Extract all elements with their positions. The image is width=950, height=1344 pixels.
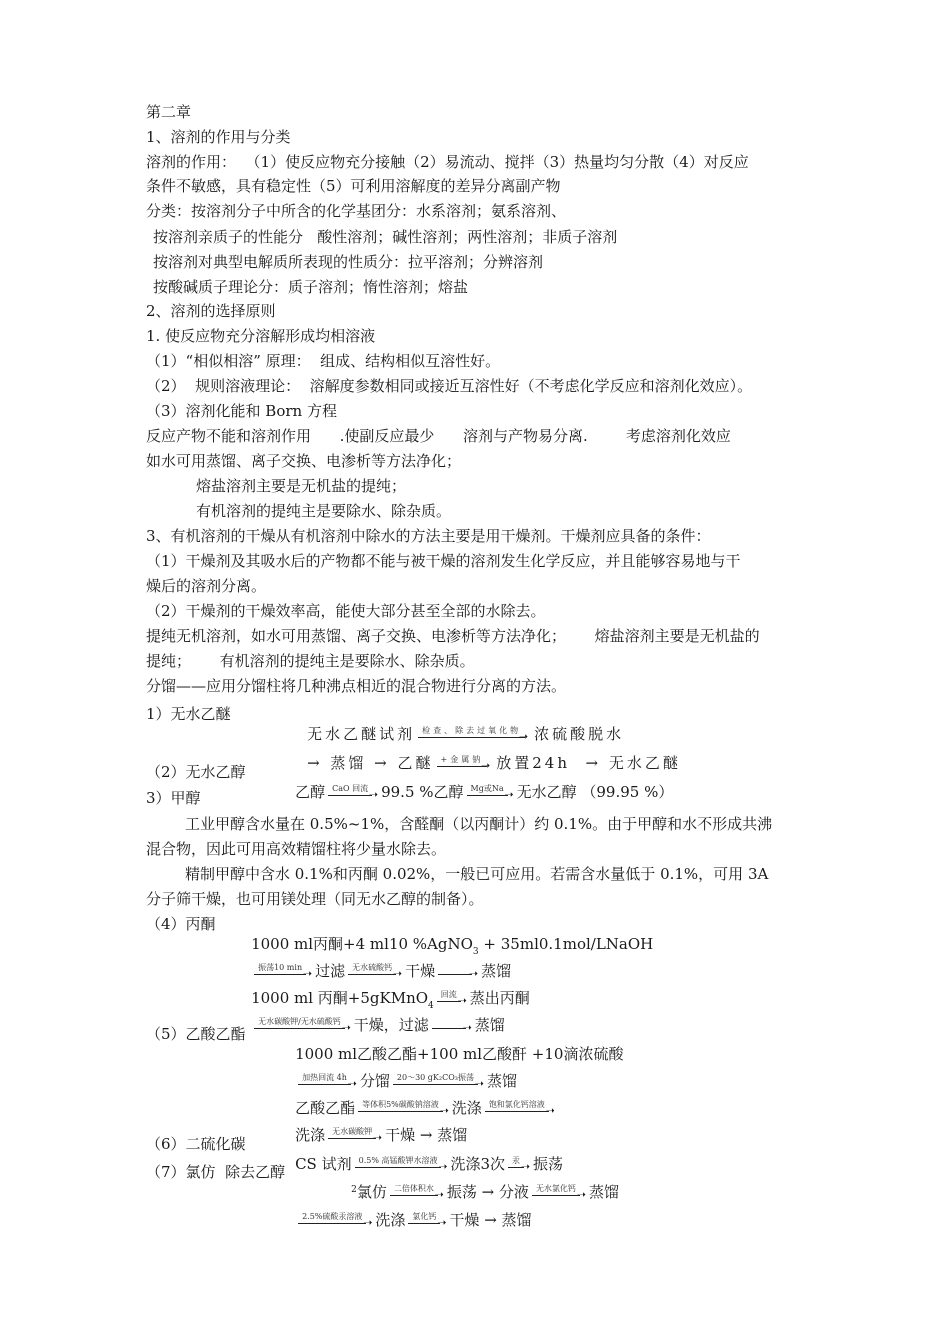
reaction-arrow: CaO 回流 ➝	[328, 783, 378, 803]
arrow-label: 0.5% 高锰酸钾水溶液	[358, 1156, 438, 1165]
arrow-label: Mg或Na	[470, 784, 504, 793]
chain-text: 干燥，过滤	[353, 1016, 429, 1034]
paragraph-line: 分类：按溶剂分子中所含的化学基团分：水系溶剂；氨系溶剂、	[146, 202, 567, 220]
chain-text: 1000 ml乙酸乙酯+100 ml乙酸酐 +10滴浓硫酸	[295, 1045, 624, 1063]
chain-text: 乙酸乙酯	[295, 1099, 356, 1117]
superscript: 2	[351, 1185, 357, 1195]
paragraph-line: 反应产物不能和溶剂作用 .使副反应最少 溶剂与产物易分离. 考虑溶剂化效应	[146, 427, 731, 445]
chain-text: 蒸出丙酮	[469, 989, 530, 1007]
reaction-arrow: 无水硫酸钙 ➝	[348, 962, 402, 982]
item-label: 3）甲醇	[146, 789, 201, 807]
reaction-arrow: 二倍体积水 ➝	[390, 1183, 444, 1203]
chain-text: 浓硫酸脱水	[534, 725, 625, 743]
item-label: （4）丙酮	[146, 915, 216, 933]
paragraph-line: 按溶剂亲质子的性能分 酸性溶剂；碱性溶剂；两性溶剂；非质子溶剂	[153, 228, 618, 246]
arrow-label: 检查、除去过氧化物	[422, 726, 522, 735]
arrow-label: 2.5%硫酸汞溶液	[302, 1212, 363, 1221]
chain-text: 干燥 → 蒸馏	[449, 1211, 532, 1229]
chain-text: 放置24h → 无水乙醚	[496, 754, 681, 772]
arrow-label: 20～30 gK₂CO₃振荡	[396, 1073, 474, 1082]
reaction-arrow: 回流 ➝	[437, 989, 467, 1009]
reaction-arrow: 20～30 gK₂CO₃振荡 ➝	[393, 1072, 484, 1092]
chain-text: 洗涤	[375, 1211, 406, 1229]
chain-text: 干燥 → 蒸馏	[385, 1126, 468, 1144]
reaction-arrow: Mg或Na ➝	[467, 783, 514, 803]
item-label: 1）无水乙醚	[146, 705, 231, 723]
paragraph-line: 溶剂的作用： （1）使反应物充分接触（2）易流动、搅拌（3）热量均匀分散（4）对反应	[146, 153, 749, 171]
section-heading: 1、溶剂的作用与分类	[146, 128, 291, 146]
chain-text: 洗涤	[295, 1126, 326, 1144]
arrow-label: 无水碳酸钾/无水硫酸钙	[258, 1017, 341, 1026]
chain-text: 振荡	[533, 1155, 564, 1173]
reaction-arrow: 等体积5%碳酸钠溶液 ➝	[358, 1099, 449, 1119]
paragraph-line: 燥后的溶剂分离。	[146, 577, 267, 595]
chain-text: 蒸馏	[588, 1183, 619, 1201]
chain-text: 洗涤3次	[450, 1155, 506, 1173]
paragraph-line: 分子筛干燥，也可用镁处理（同无水乙醇的制备）。	[146, 890, 484, 908]
reaction-arrow: 饱和氯化钙溶液 ➝	[485, 1099, 555, 1119]
paragraph-line: 提纯； 有机溶剂的提纯主是要除水、除杂质。	[146, 652, 475, 670]
chain-text: 蒸馏	[481, 962, 512, 980]
chain-text: 无水乙醚试剂	[307, 725, 416, 743]
arrow-label: 二倍体积水	[393, 1184, 434, 1193]
paragraph-line: 混合物，因此可用高效精馏柱将少量水除去。	[146, 840, 447, 858]
chain-text: CS 试剂	[295, 1155, 352, 1173]
paragraph-line: （2）干燥剂的干燥效率高，能使大部分甚至全部的水除去。	[146, 602, 546, 620]
reaction-arrow: 氯化钙 ➝	[408, 1211, 446, 1231]
reaction-arrow: 检查、除去过氧化物 ➝	[418, 725, 531, 745]
paragraph-line: 工业甲醇含水量在 0.5%~1%，含醛酮（以丙酮计）约 0.1%。由于甲醇和水不形成共沸	[185, 815, 773, 833]
paragraph-line: （3）溶剂化能和 Born 方程	[146, 402, 337, 420]
arrow-label: 汞	[512, 1156, 521, 1165]
chain-text: 1000 ml 丙酮+5gKMnO	[251, 989, 429, 1007]
paragraph-line: 如水可用蒸馏、离子交换、电渗析等方法净化；	[146, 452, 462, 470]
chain-text: → 蒸馏 → 乙醚	[307, 754, 434, 772]
subscript: 3	[472, 947, 479, 957]
arrow-label: 饱和氯化钙溶液	[488, 1100, 545, 1109]
arrow-label: 无水碳酸钾	[332, 1127, 373, 1136]
reaction-arrow: +金属钠 ➝	[437, 754, 494, 774]
arrow-label: 回流	[440, 990, 457, 999]
paragraph-line: 分馏——应用分馏柱将几种沸点相近的混合物进行分离的方法。	[146, 677, 567, 695]
subscript: 4	[428, 1001, 434, 1011]
paragraph-line: 按溶剂对典型电解质所表现的性质分：拉平溶剂；分辨溶剂	[153, 253, 544, 271]
reaction-arrow: 2.5%硫酸汞溶液 ➝	[298, 1211, 372, 1231]
item-label: （2）无水乙醇	[146, 763, 246, 781]
paragraph-line: （1）“相似相溶” 原理： 组成、结构相似互溶性好。	[146, 352, 501, 370]
section-heading: 2、溶剂的选择原则	[146, 302, 276, 320]
arrow-label: 等体积5%碳酸钠溶液	[362, 1100, 439, 1109]
chain-text: 蒸馏	[474, 1016, 505, 1034]
chain-text: 1000 ml丙酮+4 ml10 %AgNO	[251, 935, 473, 953]
reaction-arrow: 0.5% 高锰酸钾水溶液 ➝	[355, 1155, 448, 1175]
chain-text: 分馏	[359, 1072, 390, 1090]
item-label: （5）乙酸乙酯	[146, 1025, 246, 1043]
item-label: （6）二硫化碳	[146, 1135, 246, 1153]
arrow-label: 无水氯化钙	[535, 1184, 576, 1193]
chain-text: 振荡 → 分液	[446, 1183, 529, 1201]
arrow-label: 无水硫酸钙	[352, 963, 393, 972]
arrow-label: 加热回流 4h	[302, 1073, 347, 1082]
chain-text: + 35ml0.1mol/LNaOH	[478, 935, 654, 953]
chain-text: 无水乙醇 （99.95 %）	[516, 783, 674, 801]
reaction-chain	[276, 1190, 532, 1251]
chain-text: 氯仿	[356, 1183, 387, 1201]
section-heading: 3、有机溶剂的干燥从有机溶剂中除水的方法主要是用干燥剂。干燥剂应具备的条件：	[146, 527, 711, 545]
paragraph-line: 条件不敏感，具有稳定性（5）可利用溶解度的差异分离副产物	[146, 177, 561, 195]
paragraph-line: 提纯无机溶剂，如水可用蒸馏、离子交换、电渗析等方法净化； 熔盐溶剂主要是无机盐的	[146, 627, 760, 645]
arrow-label: CaO 回流	[332, 784, 369, 793]
chain-text: 乙醇	[295, 783, 326, 801]
item-label: （7）氯仿 除去乙醇	[146, 1163, 286, 1181]
chain-text: 过滤	[315, 962, 346, 980]
paragraph-line: （2） 规则溶液理论： 溶解度参数相同或接近互溶性好（不考虑化学反应和溶剂化效应）。	[146, 377, 753, 395]
paragraph-line: 熔盐溶剂主要是无机盐的提纯；	[196, 477, 407, 495]
paragraph-line: 有机溶剂的提纯主是要除水、除杂质。	[196, 502, 452, 520]
chain-text: 99.5 %乙醇	[381, 783, 464, 801]
reaction-arrow: 加热回流 4h ➝	[298, 1072, 357, 1092]
reaction-arrow: 无水氯化钙 ➝	[532, 1183, 586, 1203]
paragraph-line: 1. 使反应物充分溶解形成均相溶液	[146, 327, 376, 345]
reaction-arrow: 汞 ➝	[508, 1155, 530, 1175]
reaction-arrow: 振荡10 min ➝	[254, 962, 312, 982]
reaction-arrow: 无水碳酸钾 ➝	[328, 1126, 382, 1146]
paragraph-line: 按酸碱质子理论分：质子溶剂；惰性溶剂；熔盐	[153, 278, 469, 296]
reaction-arrow: 无水碳酸钾/无水硫酸钙 ➝	[254, 1016, 351, 1036]
reaction-arrow: ➝	[438, 962, 478, 982]
arrow-label: 振荡10 min	[258, 963, 303, 972]
paragraph-line: 精制甲醇中含水 0.1%和丙酮 0.02%，一般已可应用。若需含水量低于 0.1%，可用 3A	[185, 865, 769, 883]
chapter-title: 第二章	[146, 103, 192, 121]
reaction-arrow: ➝	[432, 1016, 472, 1036]
chain-text: 干燥	[405, 962, 436, 980]
arrow-label: +金属钠	[440, 755, 484, 764]
chain-text: 蒸馏	[486, 1072, 517, 1090]
paragraph-line: （1）干燥剂及其吸水后的产物都不能与被干燥的溶剂发生化学反应，并且能够容易地与干	[146, 552, 741, 570]
arrow-label: 氯化钙	[412, 1212, 437, 1221]
chain-text: 洗涤	[451, 1099, 482, 1117]
